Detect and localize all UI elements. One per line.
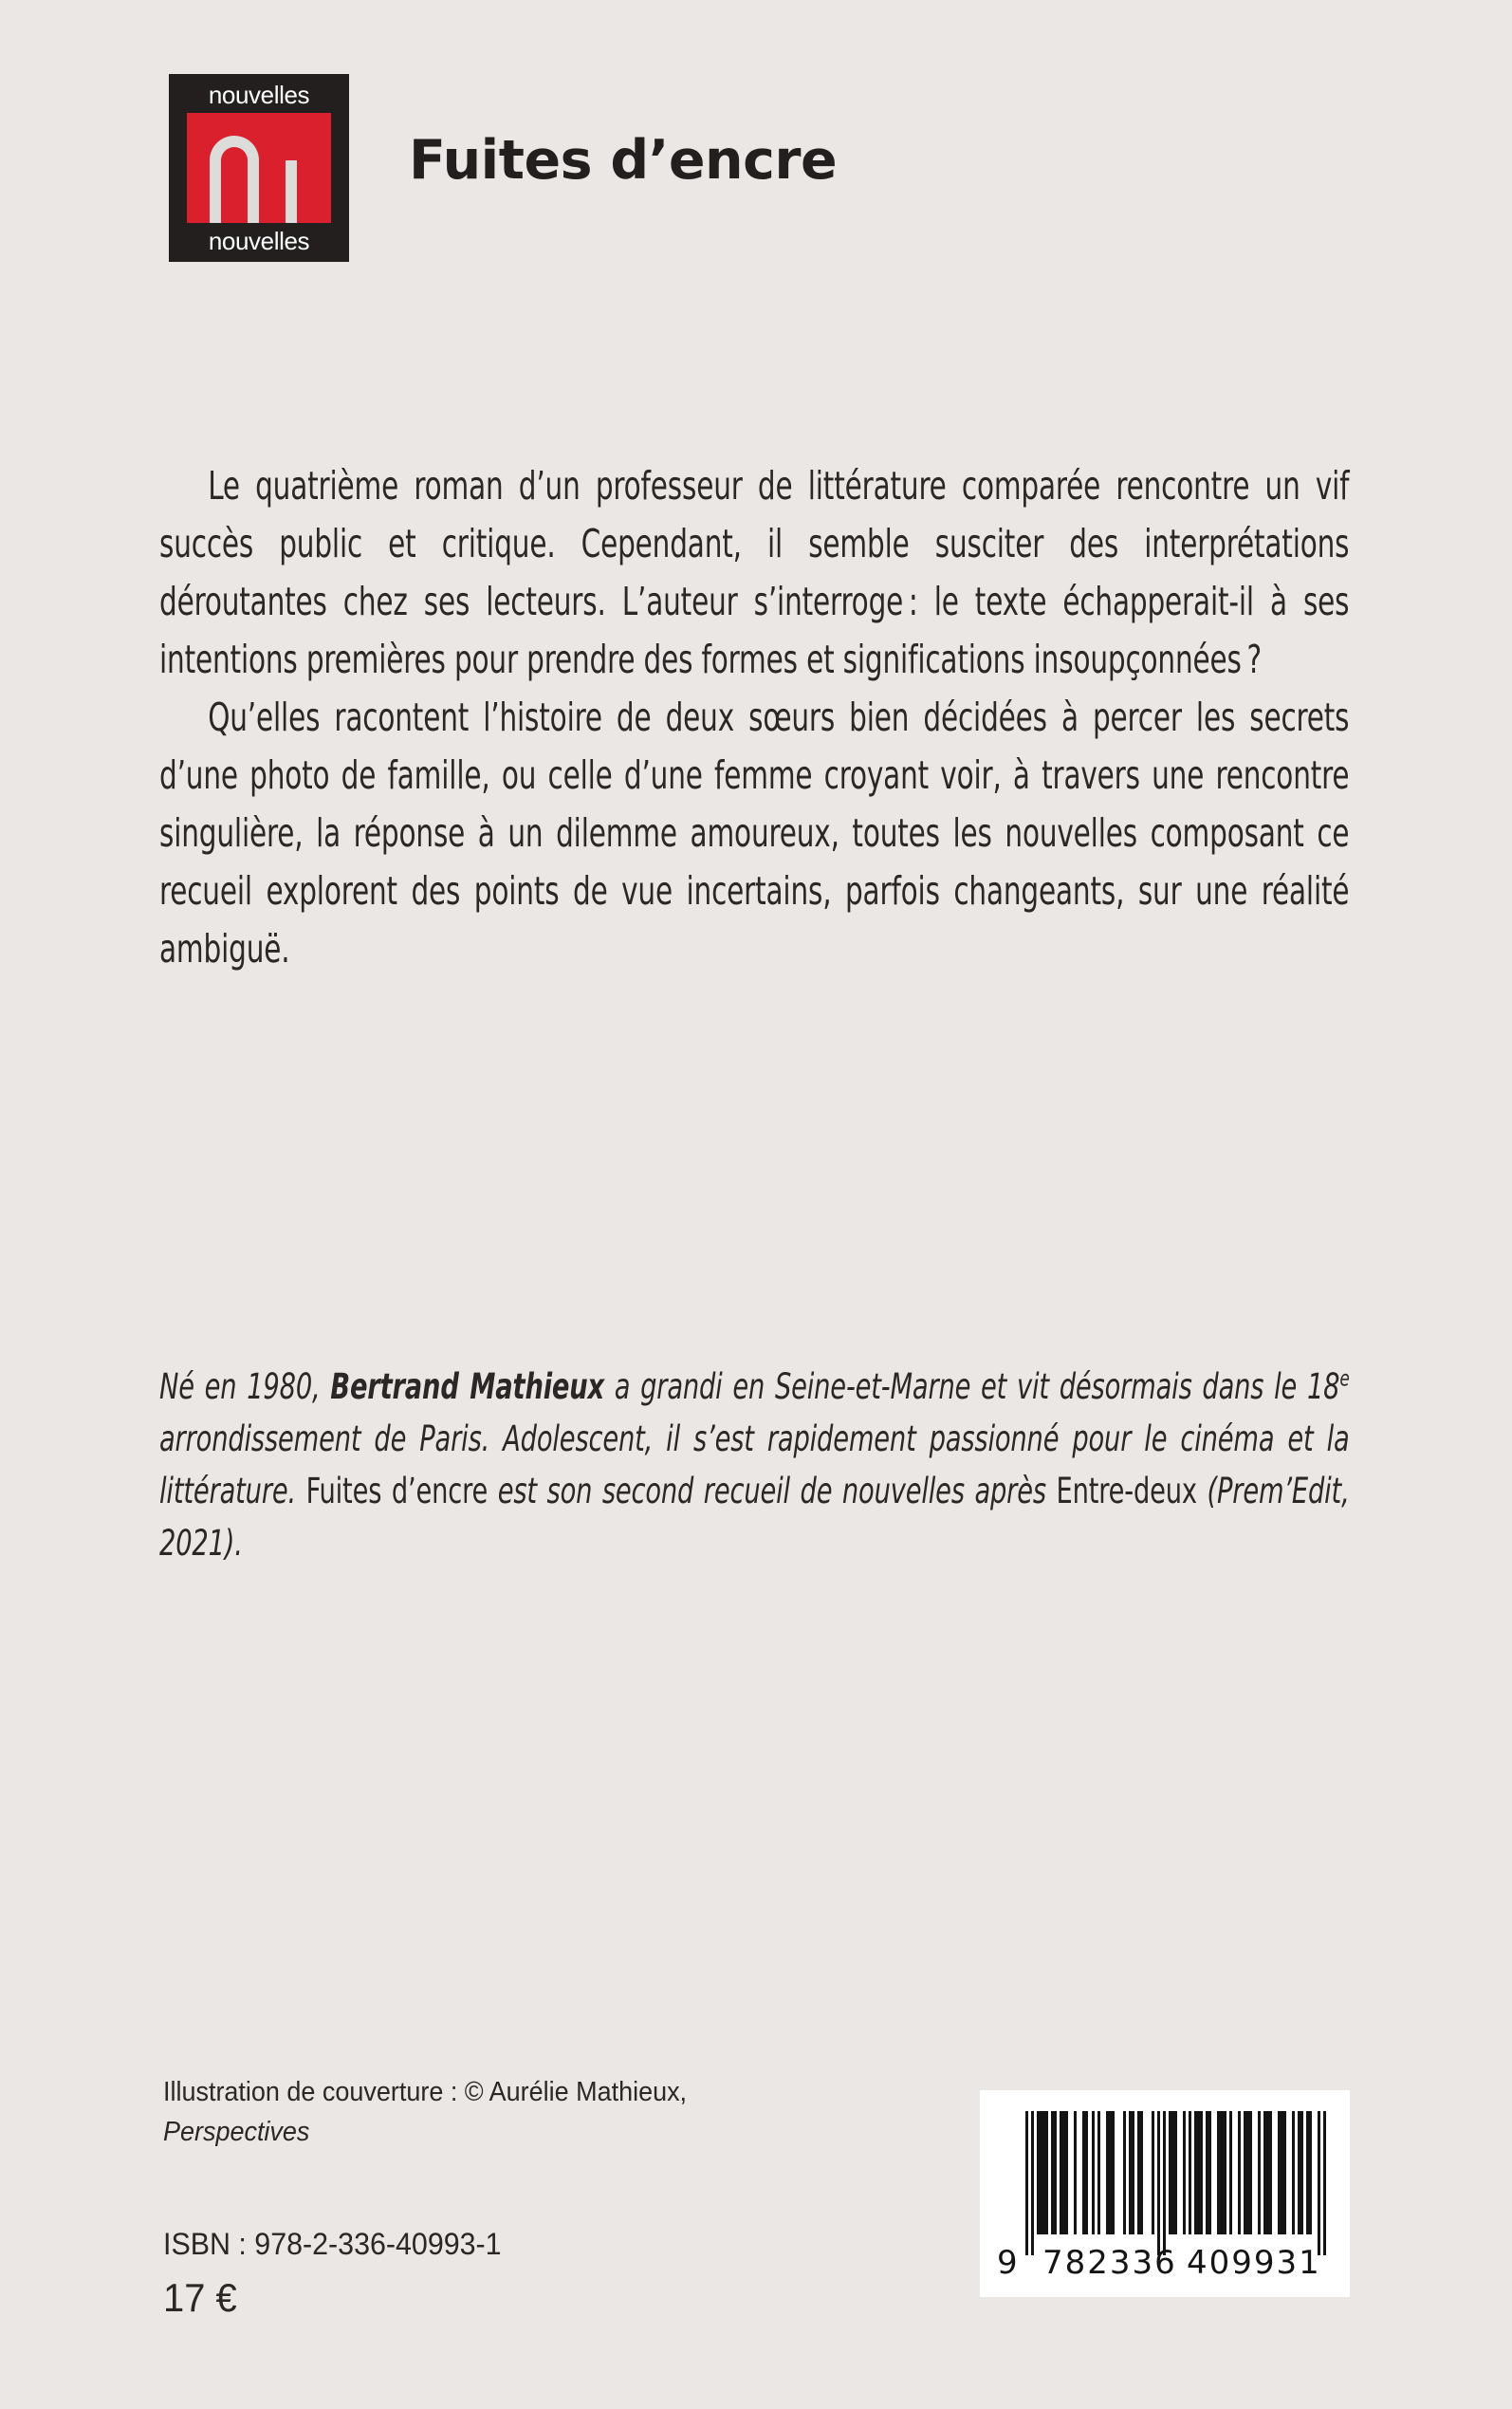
barcode-bar (1129, 2111, 1134, 2234)
barcode-digits (989, 2244, 1340, 2282)
blurb-paragraph: Qu’elles racontent l’histoire de deux sœurs bien décidées à percer les secrets d’une photo de famille, ou celle d’une femme croyant voir, à travers une rencontre singulière, la réponse à un dilemme amoureux, toutes les nouvelles composant ce recueil explorent des points de vue incertains, parfois changeants, sur une réalité ambiguë. (159, 695, 1350, 972)
bio-segment: est son second recueil de nouvelles après (488, 1471, 1057, 1511)
barcode-bar (1263, 2111, 1272, 2234)
author-biography-paragraph (159, 1361, 1350, 1569)
cover-header (169, 74, 1398, 273)
barcode-bar (1157, 2111, 1160, 2255)
barcode-bar (1169, 2111, 1177, 2234)
barcode-bar (1163, 2111, 1166, 2255)
barcode-bar (1092, 2111, 1095, 2234)
book-title: Fuites d’encre (409, 129, 838, 192)
barcode-bar (1217, 2111, 1226, 2234)
barcode-bar (1137, 2111, 1143, 2234)
bio-segment: a grandi en Seine-et-Marne et vit désormais dans le 18 (603, 1366, 1340, 1407)
barcode-lead-digit: 9 (997, 2244, 1020, 2282)
barcode-bars (1025, 2111, 1327, 2255)
bio-segment: arrondissement de Paris. Adolescent, il s’est rapidement passionné pour le cinéma et la littérature. (159, 1418, 1350, 1511)
work-title: Entre-deux (1056, 1471, 1197, 1511)
work-title: Fuites d’encre (305, 1471, 489, 1511)
logo-monogram-nu (187, 113, 331, 223)
publisher-logo (169, 74, 349, 262)
barcode-bar (1306, 2111, 1312, 2234)
barcode-bar (1244, 2111, 1252, 2234)
barcode-bar (1229, 2111, 1232, 2234)
barcode-bar (1206, 2111, 1211, 2234)
barcode-bar (1051, 2111, 1057, 2234)
barcode-bar (1323, 2111, 1326, 2255)
barcode-bar (1258, 2111, 1261, 2234)
barcode-bar (1292, 2111, 1295, 2234)
illustration-title: Perspectives (163, 2117, 310, 2147)
cover-illustration-credit (163, 2072, 799, 2152)
blurb-text (159, 457, 1349, 978)
barcode-bar (1097, 2111, 1100, 2234)
barcode-bar (1031, 2111, 1034, 2255)
bio-segment: Né en 1980, (159, 1366, 331, 1407)
barcode-bar (1106, 2111, 1115, 2234)
ordinal-suffix: e (1339, 1366, 1350, 1392)
bio-segment: (Prem’Edit, 2021). (159, 1471, 1350, 1564)
ean13-barcode (980, 2090, 1350, 2297)
barcode-bar (1152, 2111, 1154, 2234)
price-text: 17 € (163, 2275, 237, 2320)
logo-word-top: nouvelles (208, 81, 310, 109)
credit-line: Illustration de couverture : © Aurélie Mathieux, (163, 2077, 688, 2107)
barcode-bar (1278, 2111, 1286, 2234)
blurb-paragraph: Le quatrième roman d’un professeur de littérature comparée rencontre un vif succès public et critique. Cependant, il semble susciter des interprétations déroutantes chez ses lecteurs. L’auteur s’interroge : le texte échapperait-il à ses intentions premières pour prendre des formes et significations insoupçonnées ? (159, 463, 1350, 682)
barcode-bar (1060, 2111, 1068, 2234)
barcode-bar (1025, 2111, 1028, 2255)
author-biography (159, 1361, 1350, 1569)
barcode-bar (1194, 2111, 1203, 2234)
barcode-bar (1074, 2111, 1077, 2234)
barcode-bar (1318, 2111, 1320, 2255)
isbn-text: ISBN : 978-2-336-40993-1 (163, 2227, 502, 2261)
barcode-right-group: 409931 (1187, 2244, 1321, 2282)
barcode-bar (1189, 2111, 1191, 2234)
barcode-left-group: 782336 (1042, 2244, 1177, 2282)
barcode-bar (1037, 2111, 1048, 2234)
barcode-bar (1082, 2111, 1088, 2234)
barcode-bar (1298, 2111, 1303, 2234)
barcode-bar (1183, 2111, 1186, 2234)
author-name: Bertrand Mathieux (330, 1366, 604, 1407)
barcode-bar (1123, 2111, 1126, 2234)
logo-word-bottom: nouvelles (208, 227, 310, 255)
barcode-bar (1238, 2111, 1241, 2234)
